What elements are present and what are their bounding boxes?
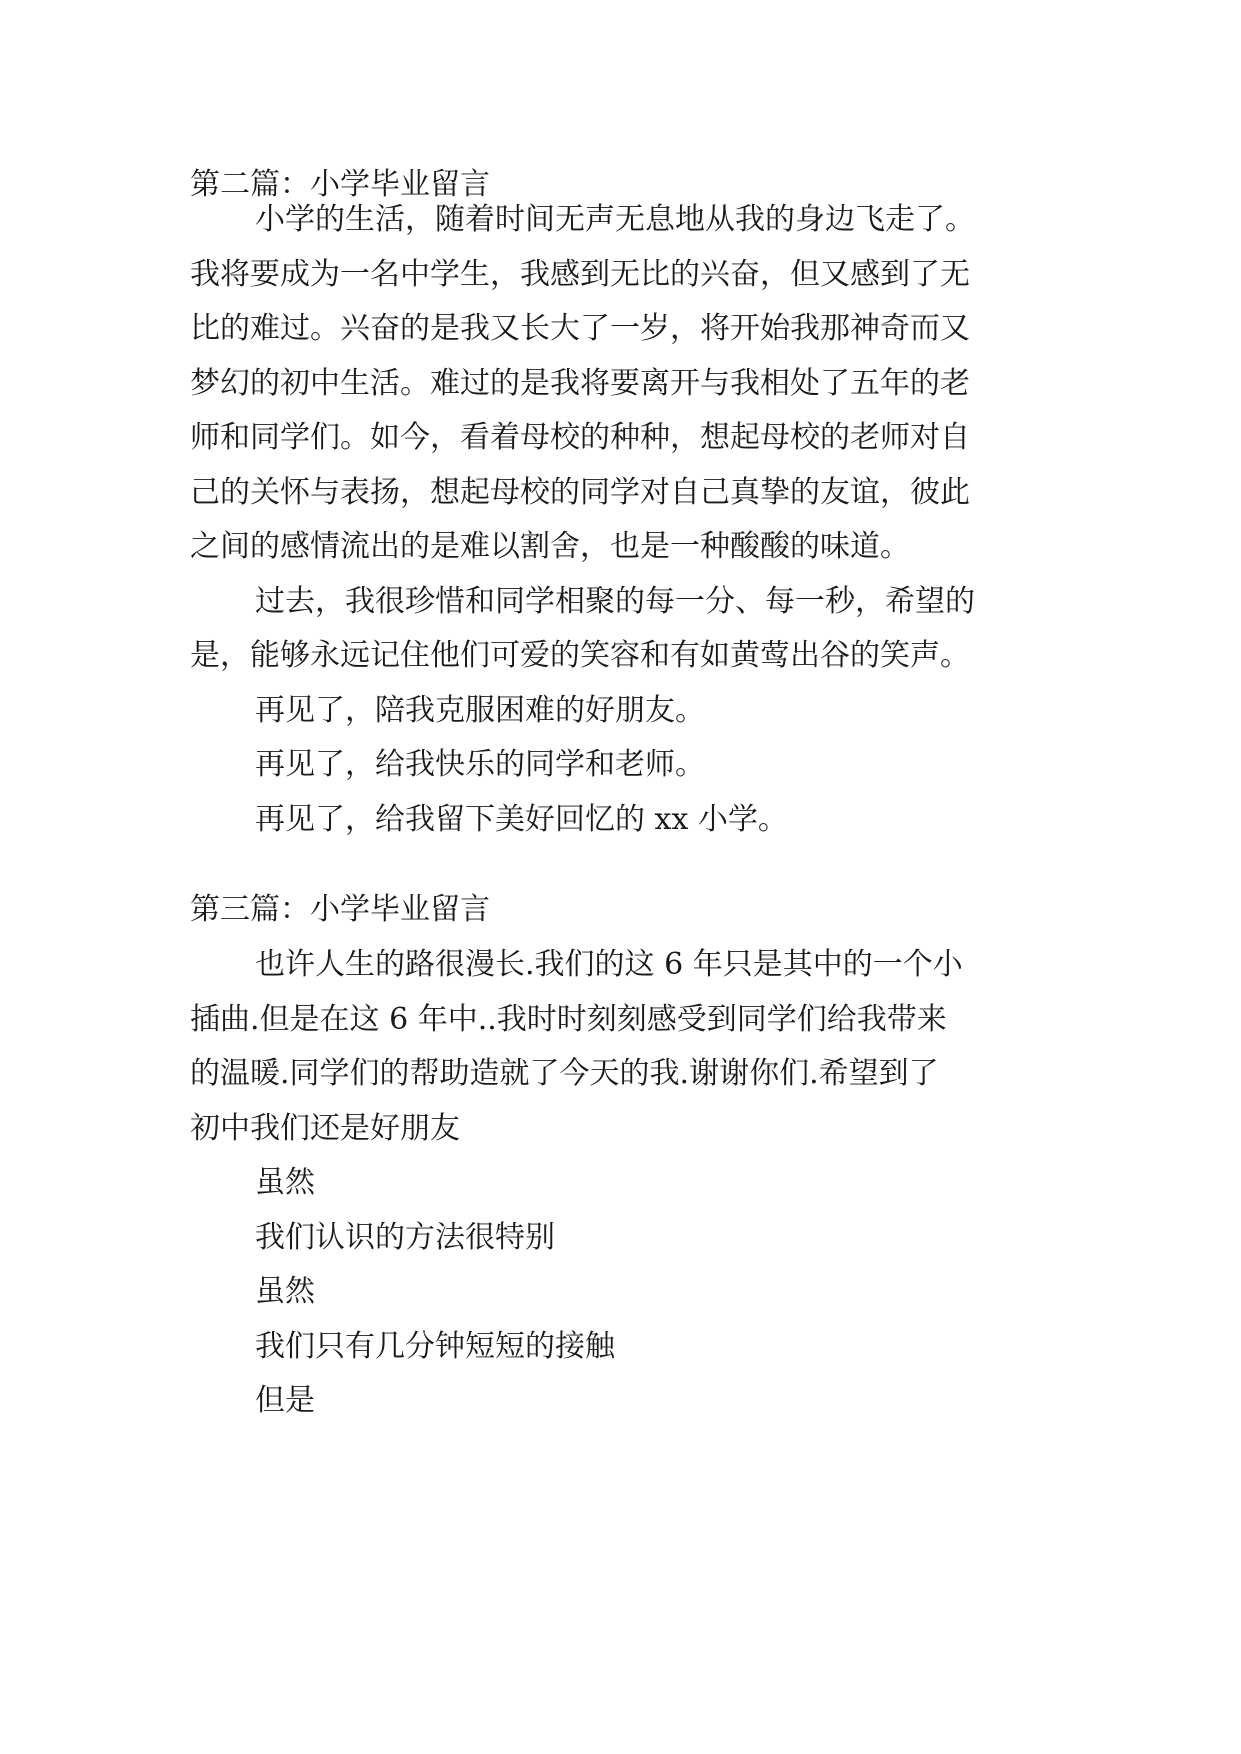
paragraph-line: 初中我们还是好朋友 [190,1111,460,1146]
paragraph-line: 是，能够永远记住他们可爱的笑容和有如黄莺出谷的笑声。 [190,638,970,673]
paragraph-line: 比的难过。兴奋的是我又长大了一岁，将开始我那神奇而又 [190,311,970,346]
poem-line: 但是 [255,1383,315,1418]
paragraph-line: 己的关怀与表扬，想起母校的同学对自己真挚的友谊，彼此 [190,475,970,510]
poem-line: 虽然 [255,1274,315,1309]
paragraph-line: 梦幻的初中生活。难过的是我将要离开与我相处了五年的老 [190,366,970,401]
farewell-line: 再见了，给我快乐的同学和老师。 [255,747,705,782]
paragraph-line: 小学的生活，随着时间无声无息地从我的身边飞走了。 [255,202,975,237]
farewell-line: 再见了，给我留下美好回忆的 xx 小学。 [255,802,788,837]
paragraph-line: 插曲.但是在这 6 年中..我时时刻刻感受到同学们给我带来 [190,1002,947,1037]
paragraph-line: 之间的感情流出的是难以割舍，也是一种酸酸的味道。 [190,529,910,564]
farewell-line: 再见了，陪我克服困难的好朋友。 [255,693,705,728]
paragraph-line: 也许人生的路很漫长.我们的这 6 年只是其中的一个小 [255,947,963,982]
paragraph-line: 的温暖.同学们的帮助造就了今天的我.谢谢你们.希望到了 [190,1056,939,1091]
section-heading: 第三篇：小学毕业留言 [190,892,490,927]
paragraph-line: 师和同学们。如今，看着母校的种种，想起母校的老师对自 [190,420,970,455]
section-heading: 第二篇：小学毕业留言 [190,167,490,202]
poem-line: 虽然 [255,1165,315,1200]
paragraph-line: 过去，我很珍惜和同学相聚的每一分、每一秒，希望的 [255,584,975,619]
poem-line: 我们只有几分钟短短的接触 [255,1329,615,1364]
paragraph-line: 我将要成为一名中学生，我感到无比的兴奋，但又感到了无 [190,257,970,292]
poem-line: 我们认识的方法很特别 [255,1220,555,1255]
